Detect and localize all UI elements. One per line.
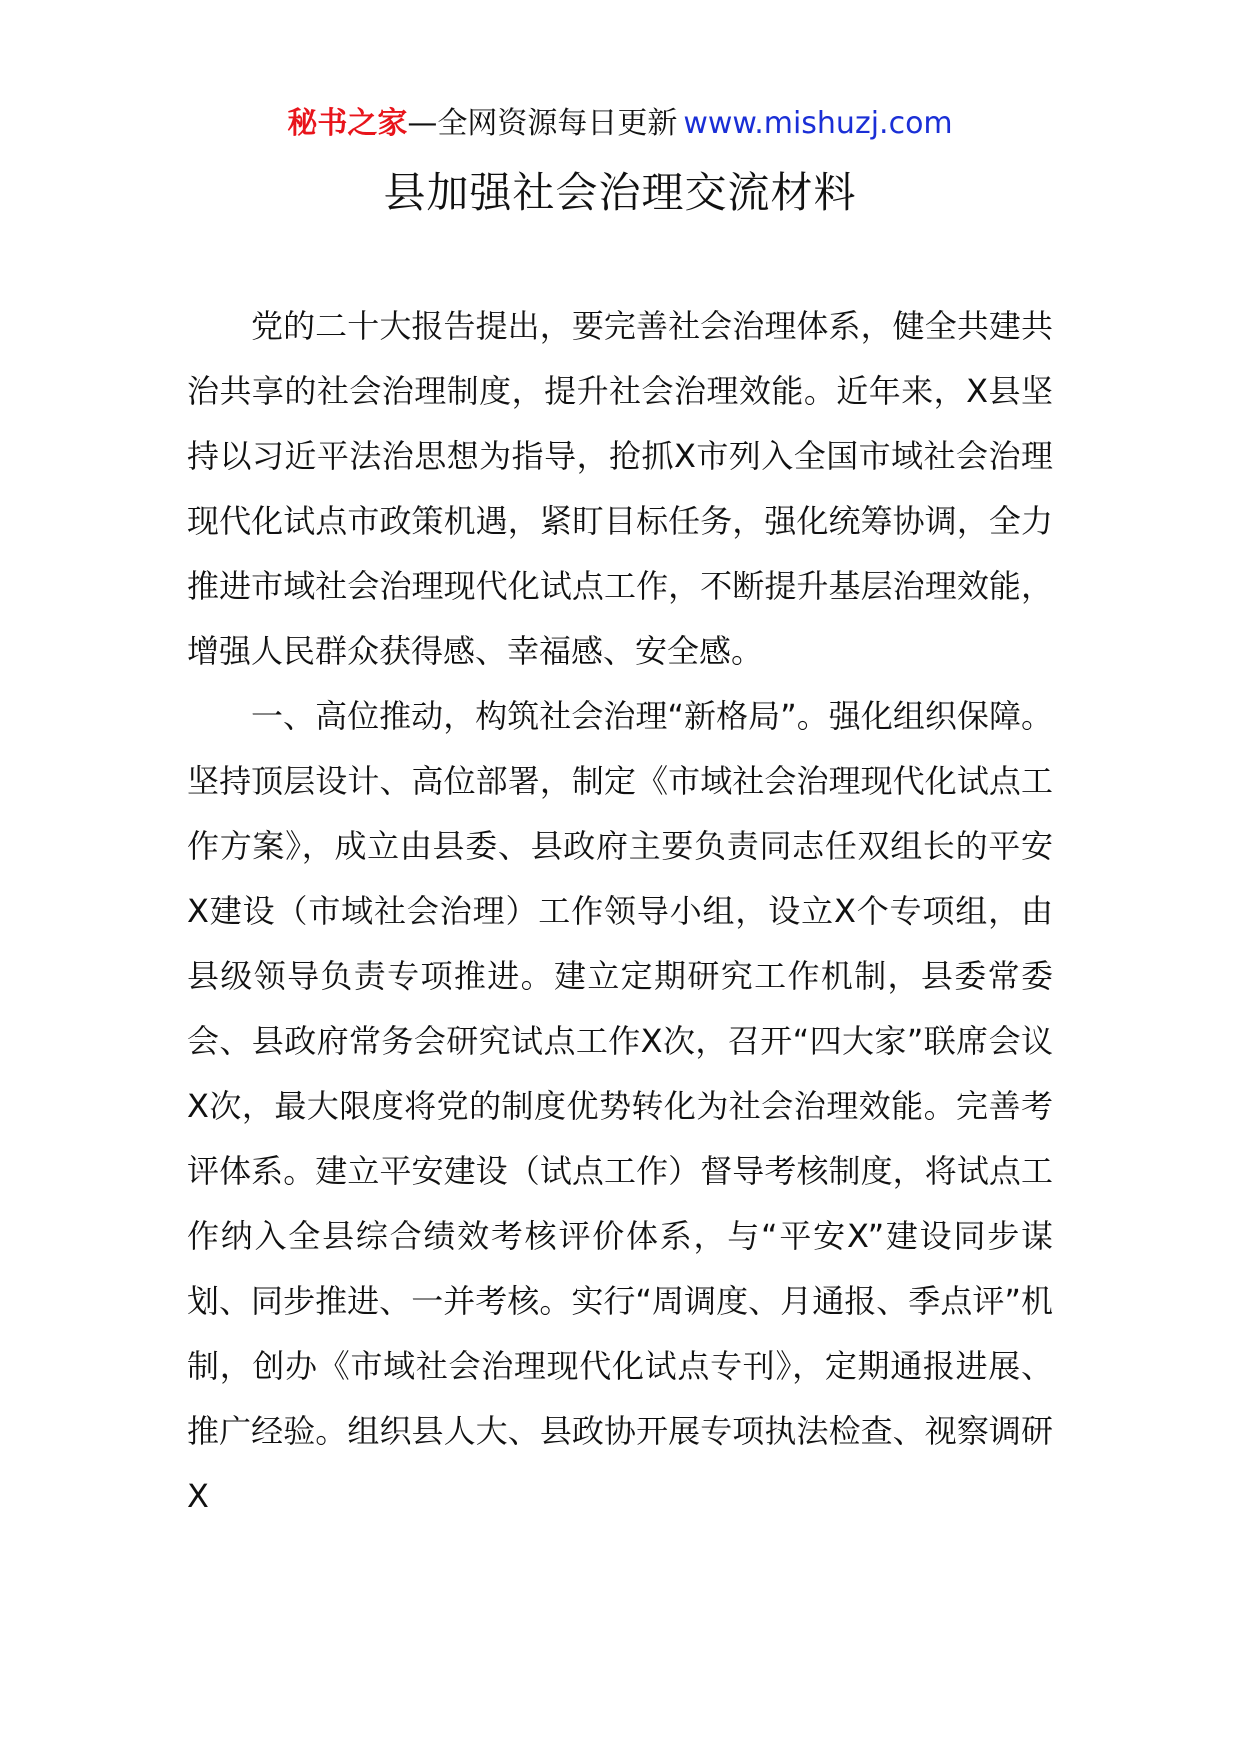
header-tagline: —全网资源每日更新 <box>407 106 678 141</box>
site-url-link[interactable]: www.mishuzj.com <box>683 106 953 141</box>
document-body <box>187 294 1053 1529</box>
paragraph-intro: 党的二十大报告提出，要完善社会治理体系，健全共建共治共享的社会治理制度，提升社会治理效能。近年来，X县坚持以习近平法治思想为指导，抢抓X市列入全国市域社会治理现代化试点市政策机遇，紧盯目标任务，强化统筹协调，全力推进市域社会治理现代化试点工作，不断提升基层治理效能，增强人民群众获得感、幸福感、安全感。 <box>187 307 1053 670</box>
document-title: 县加强社会治理交流材料 <box>383 168 857 217</box>
brand-name: 秘书之家 <box>287 106 408 141</box>
header-banner <box>0 104 1240 144</box>
paragraph-section-one: 一、高位推动，构筑社会治理“新格局”。强化组织保障。坚持顶层设计、高位部署，制定《市域社会治理现代化试点工作方案》，成立由县委、县政府主要负责同志任双组长的平安X建设（市域社会治理）工作领导小组，设立X个专项组，由县级领导负责专项推进。建立定期研究工作机制，县委常委会、县政府常务会研究试点工作X次，召开“四大家”联席会议X次，最大限度将党的制度优势转化为社会治理效能。完善考评体系。建立平安建设（试点工作）督导考核制度，将试点工作纳入全县综合绩效考核评价体系，与“平安X”建设同步谋划、同步推进、一并考核。实行“周调度、月通报、季点评”机制，创办《市域社会治理现代化试点专刊》，定期通报进展、推广经验。组织县人大、县政协开展专项执法检查、视察调研X <box>187 697 1053 1515</box>
